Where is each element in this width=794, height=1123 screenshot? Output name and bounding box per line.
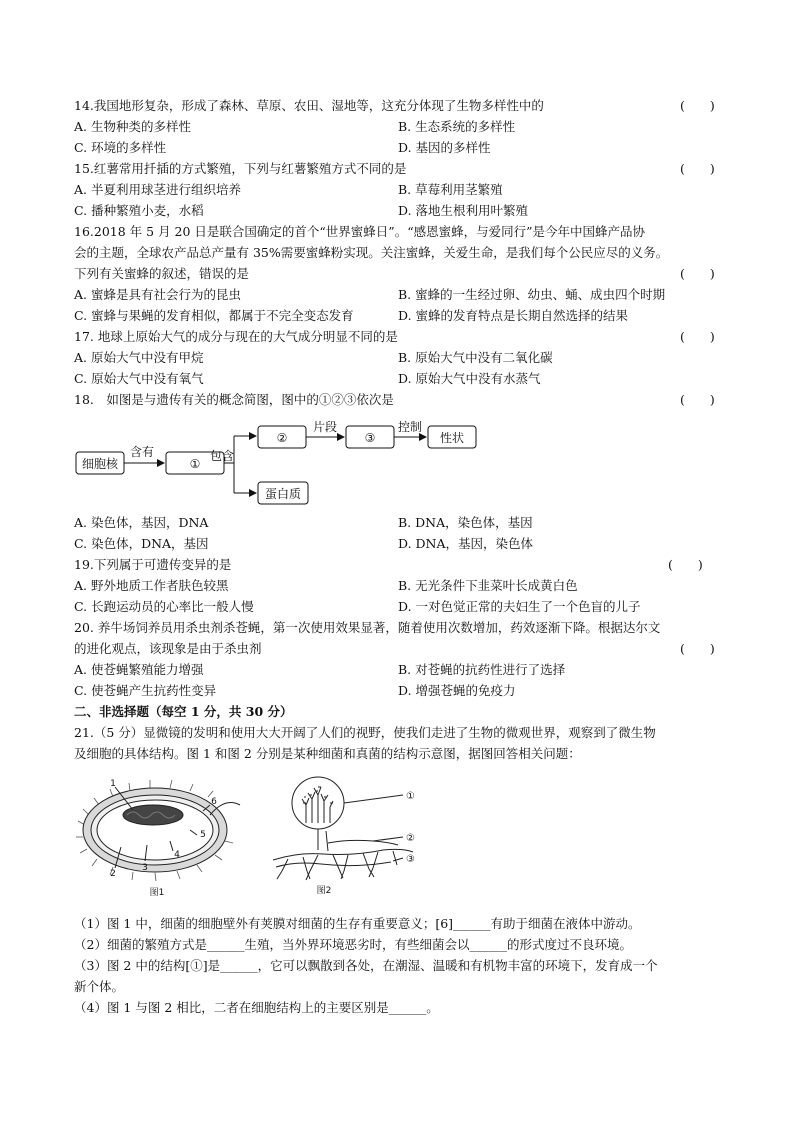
fig1-label-5: 5 [200,830,206,840]
q14-answer-paren: ( ) [680,98,715,113]
q14-option-d: D. 基因的多样性 [398,140,491,155]
q21-sub3: （3）图 2 中的结构[①]是______，它可以飘散到各处，在潮湿、温暖和有机物丰富的环境下，发育成一个 [74,958,658,973]
q17-option-d: D. 原始大气中没有水蒸气 [398,371,541,386]
edge-label-controls: 控制 [397,420,423,434]
q19-option-a: A. 野外地质工作者肤色较黑 [74,578,229,593]
q20-option-a: A. 使苍蝇繁殖能力增强 [74,662,204,677]
q16-stem-line3: 下列有关蜜蜂的叙述，错误的是 [74,266,250,281]
q16-answer-paren: ( ) [680,266,715,281]
q19-option-c: C. 长跑运动员的心率比一般人慢 [74,599,254,614]
fig2-label-2: ② [406,833,415,844]
figure1-caption: 图1 [149,888,165,898]
node-label-3: ③ [364,431,376,445]
q15-answer-paren: ( ) [680,161,715,176]
q20-option-d: D. 增强苍蝇的免疫力 [398,683,516,698]
q18-stem: 18. 如图是与遗传有关的概念简图，图中的①②③依次是 [74,392,394,407]
node-label-protein: 蛋白质 [264,487,302,501]
q17-option-a: A. 原始大气中没有甲烷 [74,350,204,365]
q16-stem-line1: 16.2018 年 5 月 20 日是联合国确定的首个“世界蜜蜂日”。“感恩蜜蜂，与爱同行”是今年中国蜂产品协 [74,224,645,239]
q16-stem-line2: 会的主题，全球农产品总产量有 35%需要蜜蜂粉实现。关注蜜蜂，关爱生命，是我们每个公民应尽的义务。 [74,245,669,260]
q18-answer-paren: ( ) [680,392,715,407]
q19-answer-paren: ( ) [668,557,703,572]
q15-option-d: D. 落地生根利用叶繁殖 [398,203,529,218]
q21-sub2: （2）细菌的繁殖方式是______生殖，当外界环境恶劣时，有些细菌会以______的形式度过不良环境。 [74,937,632,952]
q17-option-b: B. 原始大气中没有二氧化碳 [398,350,553,365]
figure2-mold [268,775,438,900]
fig2-label-1: ① [406,791,415,802]
fig1-label-3: 3 [142,863,148,873]
q14-stem: 14.我国地形复杂，形成了森林、草原、农田、湿地等，这充分体现了生物多样性中的 [74,98,544,113]
q21-stem-line1: 21.（5 分）显微镜的发明和使用大大开阔了人们的视野，使我们走进了生物的微观世界，观察到了微生物 [74,725,656,740]
q20-stem-line1: 20. 养牛场饲养员用杀虫剂杀苍蝇，第一次使用效果显著，随着使用次数增加，药效逐渐下降。根据达尔文 [74,620,661,635]
q16-option-c: C. 蜜蜂与果蝇的发育相似，都属于不完全变态发育 [74,308,354,323]
q16-option-a: A. 蜜蜂是具有社会行为的昆虫 [74,287,241,302]
fig1-label-1: 1 [110,779,116,789]
q14-option-b: B. 生态系统的多样性 [398,119,516,134]
node-label-trait: 性状 [439,431,465,445]
node-label-2: ② [276,431,288,445]
q18-option-c: C. 染色体，DNA，基因 [74,536,209,551]
q14-option-c: C. 环境的多样性 [74,140,167,155]
q15-option-a: A. 半夏利用球茎进行组织培养 [74,182,241,197]
q21-sub3-cont: 新个体。 [74,979,125,994]
q18-option-d: D. DNA，基因，染色体 [398,536,534,551]
q19-option-b: B. 无光条件下韭菜叶长成黄白色 [398,578,578,593]
q19-stem: 19.下列属于可遗传变异的是 [74,557,232,572]
q21-stem-line2: 及细胞的具体结构。图 1 和图 2 分别是某种细菌和真菌的结构示意图，据图回答相关问题： [74,746,581,761]
q15-option-c: C. 播种繁殖小麦，水稻 [74,203,204,218]
q17-stem: 17. 地球上原始大气的成分与现在的大气成分明显不同的是 [74,329,398,344]
q15-stem: 15.红薯常用扦插的方式繁殖，下列与红薯繁殖方式不同的是 [74,161,407,176]
q20-stem-line2: 的进化观点，该现象是由于杀虫剂 [74,641,262,656]
q14-option-a: A. 生物种类的多样性 [74,119,191,134]
section2-heading: 二、非选择题（每空 1 分，共 30 分） [74,704,293,719]
fig1-label-6: 6 [211,797,217,807]
q20-option-c: C. 使苍蝇产生抗药性变异 [74,683,217,698]
figure1-bacterium [75,775,245,900]
node-label-1: ① [189,457,201,471]
fig1-label-4: 4 [174,850,180,860]
q21-sub4: （4）图 1 与图 2 相比，二者在细胞结构上的主要区别是______。 [74,1000,439,1015]
fig2-label-3: ③ [406,854,415,865]
q16-option-b: B. 蜜蜂的一生经过卵、幼虫、蛹、成虫四个时期 [398,287,666,302]
q19-option-d: D. 一对色觉正常的夫妇生了一个色盲的儿子 [398,599,641,614]
q15-option-b: B. 草莓利用茎繁殖 [398,182,503,197]
q18-option-b: B. DNA，染色体，基因 [398,515,533,530]
q17-option-c: C. 原始大气中没有氧气 [74,371,204,386]
q20-answer-paren: ( ) [680,641,715,656]
edge-label-fragment: 片段 [312,420,338,434]
edge-label-contains: 含有 [129,445,155,459]
q16-option-d: D. 蜜蜂的发育特点是长期自然选择的结果 [398,308,629,323]
concept-map [70,412,490,512]
q20-option-b: B. 对苍蝇的抗药性进行了选择 [398,662,566,677]
q18-option-a: A. 染色体，基因，DNA [74,515,209,530]
q21-sub1: （1）图 1 中，细菌的细胞壁外有荚膜对细菌的生存有重要意义；[6]______有助于细菌在液体中游动。 [74,916,641,931]
edge-label-includes: 包含 [209,449,235,463]
figure2-caption: 图2 [316,886,332,896]
node-label-nucleus: 细胞核 [81,457,119,471]
q17-answer-paren: ( ) [680,329,715,344]
fig1-label-2: 2 [110,869,116,879]
